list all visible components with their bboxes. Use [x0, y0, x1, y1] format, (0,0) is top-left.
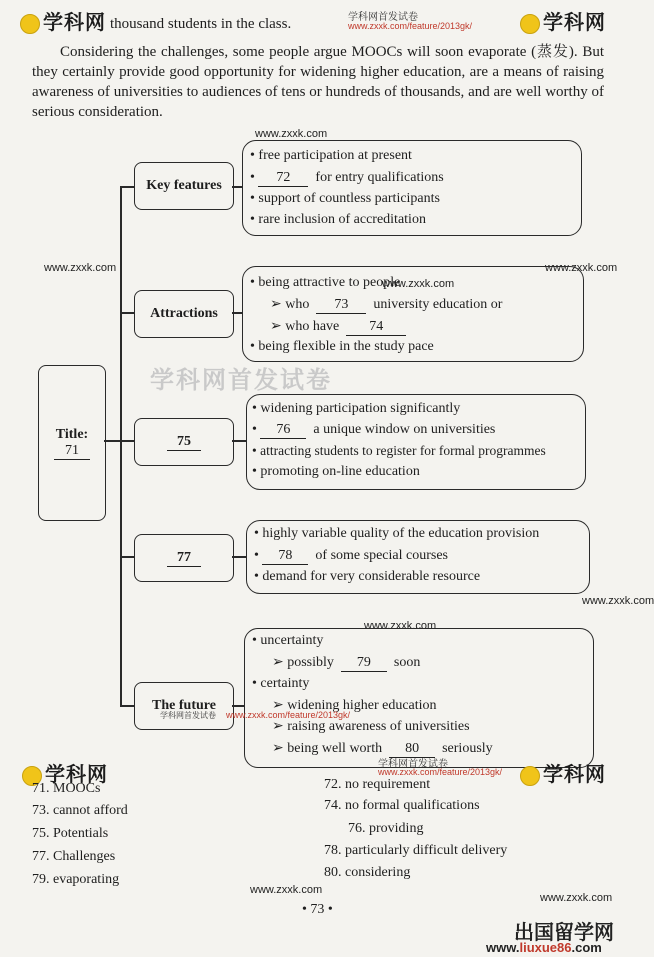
list-item: • free participation at present: [250, 148, 412, 163]
blank-75: 75: [167, 434, 201, 451]
mascot-icon: [520, 766, 540, 786]
answer-80: 80. considering: [324, 865, 411, 880]
header-site-cn: 学科网首发试卷: [348, 12, 418, 23]
title-box: [38, 365, 106, 521]
blank-72: 72: [258, 170, 308, 187]
answer-73: 73. cannot afford: [32, 803, 128, 818]
branch-77: [134, 534, 234, 582]
list-item: • being flexible in the study pace: [250, 339, 434, 354]
watermark-url: www.zxxk.com: [545, 262, 618, 274]
header-site-url: www.zxxk.com/feature/2013gk/: [348, 21, 473, 31]
list-item: • promoting on-line education: [252, 464, 420, 479]
answer-72: 72. no requirement: [324, 777, 431, 792]
blank-80: 80: [389, 741, 435, 758]
list-item: • highly variable quality of the education provision: [254, 526, 540, 541]
blank-73: 73: [316, 297, 366, 314]
answer-77: 77. Challenges: [32, 849, 116, 864]
list-item: • rare inclusion of accreditation: [250, 212, 426, 227]
zxxk-logo-mid-left: 学科网: [22, 758, 108, 787]
watermark-cn: 学科网首发试卷: [378, 759, 448, 770]
zxxk-logo-top-left: 学科网: [20, 6, 106, 35]
trunk-line: [120, 186, 122, 706]
connector: [232, 556, 246, 558]
answer-74: 74. no formal qualifications: [324, 798, 480, 813]
mascot-icon: [20, 14, 40, 34]
list-item: • widening participation significantly: [252, 401, 461, 416]
list-item: • support of countless participants: [250, 191, 440, 206]
connector: [120, 312, 134, 314]
branch-the-future: The future: [134, 682, 234, 730]
connector: [120, 556, 134, 558]
mascot-icon: [520, 14, 540, 34]
answer-76: 76. providing: [348, 821, 424, 836]
list-item: ➢ widening higher education: [272, 698, 437, 713]
watermark-cn: 学科网首发试卷: [160, 711, 216, 720]
watermark-url: www.zxxk.com: [540, 892, 613, 904]
connector: [232, 705, 244, 707]
branch-75: [134, 418, 234, 466]
answer-75: 75. Potentials: [32, 826, 109, 841]
connector: [104, 440, 121, 442]
list-item: • being attractive to people: [250, 275, 401, 290]
passage-fragment: thousand students in the class.: [110, 16, 292, 32]
branch-attractions: Attractions: [134, 290, 234, 338]
list-item: • certainty: [252, 676, 310, 691]
connector: [120, 705, 134, 707]
liuxue86-logo: 出国留学网: [514, 922, 614, 944]
title-label: Title:: [55, 426, 89, 442]
watermark-url: www.zxxk.com: [382, 278, 455, 290]
zxxk-logo-mid-right: 学科网: [520, 758, 606, 787]
title-blank: 71: [54, 443, 90, 460]
blank-74: 74: [346, 319, 406, 336]
watermark-url: www.zxxk.com: [250, 884, 323, 896]
watermark-url: www.zxxk.com: [364, 620, 437, 632]
connector: [232, 312, 242, 314]
liuxue86-url: www.liuxue86.com: [486, 940, 602, 955]
watermark-url: www.zxxk.com: [44, 262, 117, 274]
branch-key-features: Key features: [134, 162, 234, 210]
connector: [120, 440, 134, 442]
answer-78: 78. particularly difficult delivery: [324, 843, 508, 858]
list-item: • demand for very considerable resource: [254, 569, 481, 584]
blank-78: 78: [262, 548, 308, 565]
page-number: • 73 •: [302, 902, 333, 917]
list-item: ➢ raising awareness of universities: [272, 719, 470, 734]
list-item: • 72 for entry qualifications: [250, 170, 444, 185]
connector: [120, 186, 134, 188]
connector: [232, 186, 242, 188]
blank-79: 79: [341, 655, 387, 672]
answer-79: 79. evaporating: [32, 872, 120, 887]
list-item: • attracting students to register for formal programmes: [252, 443, 546, 458]
list-item: ➢ who have 74: [270, 318, 406, 336]
list-item: • 78 of some special courses: [254, 548, 448, 563]
watermark-mid-url: www.zxxk.com/feature/2013gk/: [378, 767, 503, 777]
passage-paragraph: Considering the challenges, some people argue MOOCs will soon evaporate (蒸发). But they certainly provide good opportunity for widening higher education, are a means of raising awareness of universities to audiences of tens or hundreds of thousands, and are well worthy of serious consideration.: [32, 44, 604, 120]
watermark-url: www.zxxk.com: [582, 595, 654, 607]
list-item: ➢ possibly 79 soon: [272, 655, 421, 670]
watermark-mid-url: www.zxxk.com/feature/2013gk/: [226, 710, 351, 720]
list-item: ➢ who 73 university education or: [270, 297, 503, 312]
connector: [232, 440, 246, 442]
watermark-url: www.zxxk.com: [255, 128, 328, 140]
zxxk-logo-top-right: 学科网: [520, 6, 606, 35]
list-item: ➢ being well worth 80 seriously: [272, 741, 493, 756]
list-item: • 76 a unique window on universities: [252, 422, 496, 437]
list-item: • uncertainty: [252, 633, 324, 648]
answer-71: 71. MOOCs: [32, 781, 101, 796]
blank-76: 76: [260, 422, 306, 439]
watermark-big: 学科网首发试卷: [150, 367, 332, 394]
blank-77: 77: [167, 550, 201, 567]
